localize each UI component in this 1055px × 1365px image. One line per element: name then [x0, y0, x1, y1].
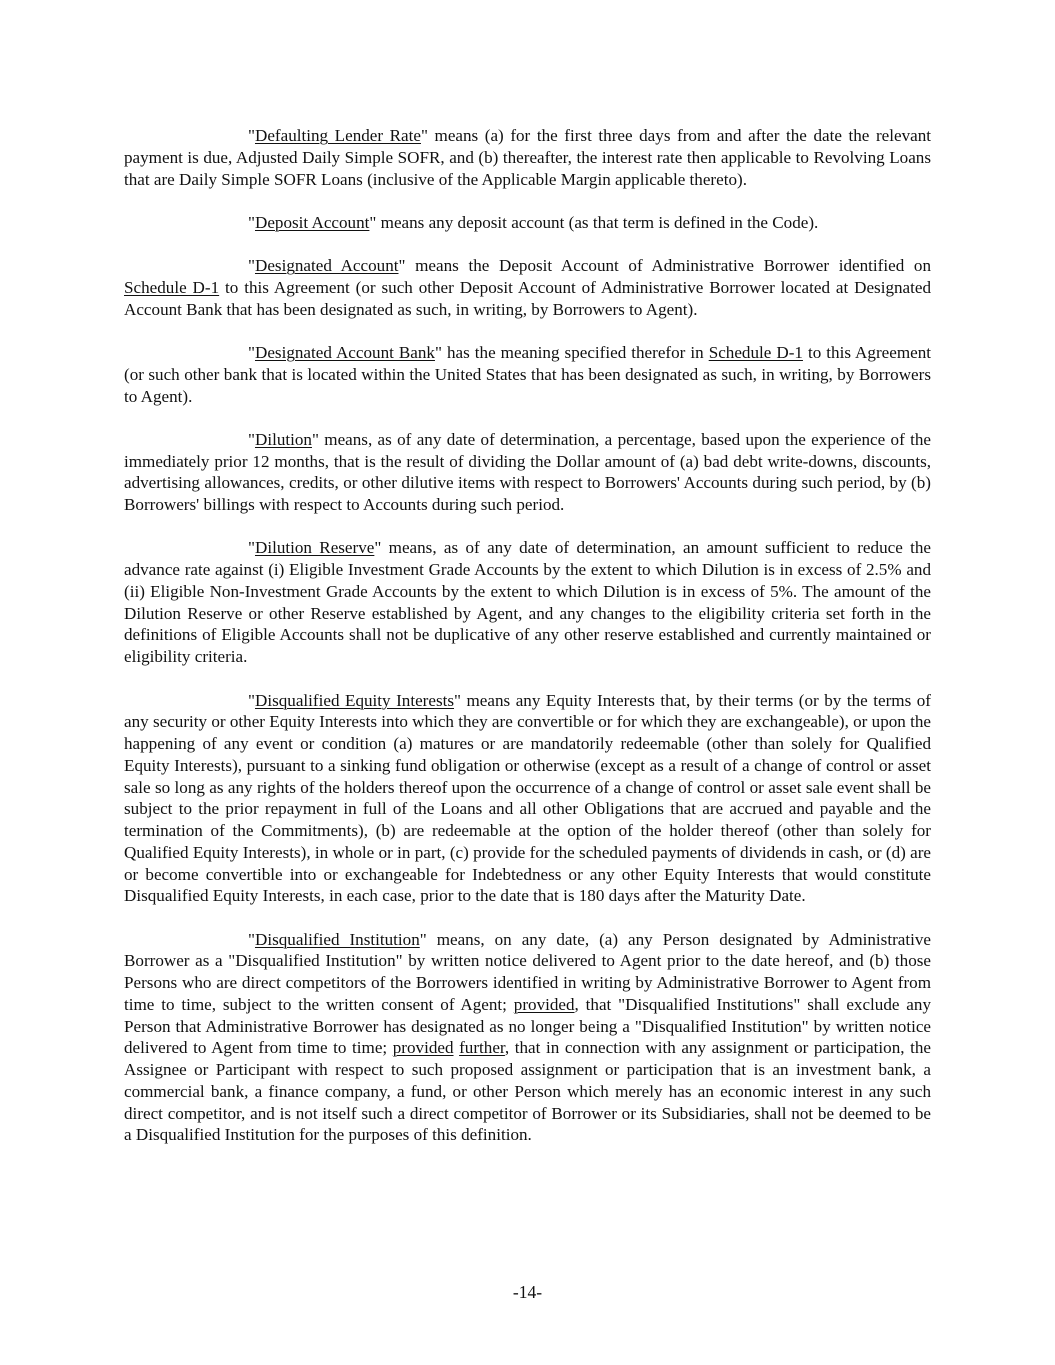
text-run: "	[248, 126, 255, 145]
text-run: "	[248, 343, 255, 363]
definition-dilution	[124, 429, 931, 516]
definition-designated-account-bank	[124, 342, 931, 407]
definition-disqualified-equity-interests	[124, 690, 931, 908]
text-run: , that in connection with any assignment or participation, the Assignee or Participant with respect to such proposed assignment or participation that is an investment bank, a commercial bank, a finance company, a fund, or other Person which merely has an economic interest in any such direct competitor, and is not itself such a direct competitor of Borrower or its Subsidiaries, shall not be deemed to be a Disqualified Institution for the purposes of this definition.	[124, 1038, 932, 1145]
schedule-reference: Schedule D-1	[124, 277, 220, 297]
text-run: to this Agreement (or such other bank that is located within the United States that has been designated as such, in writing, by Borrowers to Agent).	[124, 343, 931, 406]
text-run: " has the meaning specified therefor in	[434, 343, 709, 363]
text-run: "	[248, 429, 255, 449]
proviso-term: further	[459, 1038, 505, 1058]
defined-term: Dilution	[254, 429, 312, 449]
text-run: " means (a) for the first three days from and after the date the relevant payment is due, Adjusted Daily Simple SOFR, and (b) thereafter, the interest rate then applicable to Revolving Loans that are Daily Simple SOFR Loans (inclusive of the Applicable Margin applicable thereto).	[124, 126, 931, 189]
definition-disqualified-institution	[124, 929, 931, 1147]
text-run: , that "Disqualified Institutions" shall exclude any Person that Administrative Borrower has designated as no longer being a "Disqualified Institution" by written notice delivered to Agent from time to time;	[124, 994, 931, 1058]
text-run: " means, on any date, (a) any Person designated by Administrative Borrower as a "Disqualified Institution" by written notice delivered to Agent prior to the date hereof, and (b) those Persons who are direct competitors of the Borrowers identified in writing by Administrative Borrower to Agent from time to time, subject to the written consent of Agent;	[124, 929, 931, 1014]
definition-deposit-account	[124, 212, 931, 234]
definition-defaulting-lender-rate	[124, 125, 931, 190]
text-run: " means the Deposit Account of Administrative Borrower identified on	[398, 256, 931, 276]
defined-term: Deposit Account	[254, 212, 370, 232]
proviso-term: provided	[392, 1038, 454, 1058]
definition-designated-account	[124, 255, 931, 320]
text-run: "	[248, 690, 255, 710]
defined-term: Designated Account Bank	[254, 343, 435, 363]
text-run: to this Agreement (or such other Deposit Account of Administrative Borrower located at Designated Account Bank that has been designated as such, in writing, by Borrowers to Agent).	[124, 277, 932, 319]
defined-term: Dilution Reserve	[254, 538, 375, 558]
proviso-term: provided	[513, 994, 575, 1014]
schedule-reference: Schedule D-1	[708, 343, 803, 363]
text-run: " means any deposit account (as that term is defined in the Code).	[369, 212, 819, 232]
text-run: " means, as of any date of determination, a percentage, based upon the experience of the immediately prior 12 months, that is the result of dividing the Dollar amount of (a) bad debt write-downs, discounts, advertising allowances, credits, or other dilutive items with respect to Borrowers' Accounts during such period, by (b) Borrowers' billings with respect to Accounts during such period.	[124, 429, 931, 515]
text-run: "	[248, 256, 255, 276]
defined-term: Defaulting Lender Rate	[254, 126, 421, 145]
text-run: "	[248, 212, 255, 232]
page-number: -14-	[512, 1282, 543, 1302]
defined-term: Disqualified Institution	[254, 929, 420, 949]
document-body	[124, 125, 931, 1168]
defined-term: Disqualified Equity Interests	[254, 690, 455, 710]
text-run: "	[248, 538, 255, 558]
text-run: " means, as of any date of determination, an amount sufficient to reduce the advance rate against (i) Eligible Investment Grade Accounts by the extent to which Dilution is in excess of 2.5% and (ii) Eligible Non-Investment Grade Accounts by the extent to which Dilution is in excess of 5%. The amount of the Dilution Reserve or other Reserve established by Agent, and any changes to the eligibility criteria set forth in the definitions of Eligible Accounts shall not be duplicative of any other reserve established and currently maintained or eligibility criteria.	[124, 538, 931, 667]
defined-term: Designated Account	[254, 256, 399, 276]
text-run: " means any Equity Interests that, by their terms (or by the terms of any security or other Equity Interests into which they are convertible or for which they are exchangeable), or upon the happening of any event or condition (a) matures or are mandatorily redeemable (other than solely for Qualified Equity Interests), pursuant to a sinking fund obligation or otherwise (except as a result of a change of control or asset sale so long as any rights of the holders thereof upon the occurrence of a change of control or asset sale event shall be subject to the prior repayment in full of the Loans and all other Obligations that are accrued and payable and the termination of the Commitments), (b) are redeemable at the option of the holder thereof (other than solely for Qualified Equity Interests), in whole or in part, (c) provide for the scheduled payments of dividends in cash, or (d) are or become convertible into or exchangeable for Indebtedness or any other Equity Interests that would constitute Disqualified Equity Interests, in each case, prior to the date that is 180 days after the Maturity Date.	[124, 690, 931, 906]
definition-dilution-reserve	[124, 537, 931, 668]
text-run: "	[248, 929, 255, 949]
